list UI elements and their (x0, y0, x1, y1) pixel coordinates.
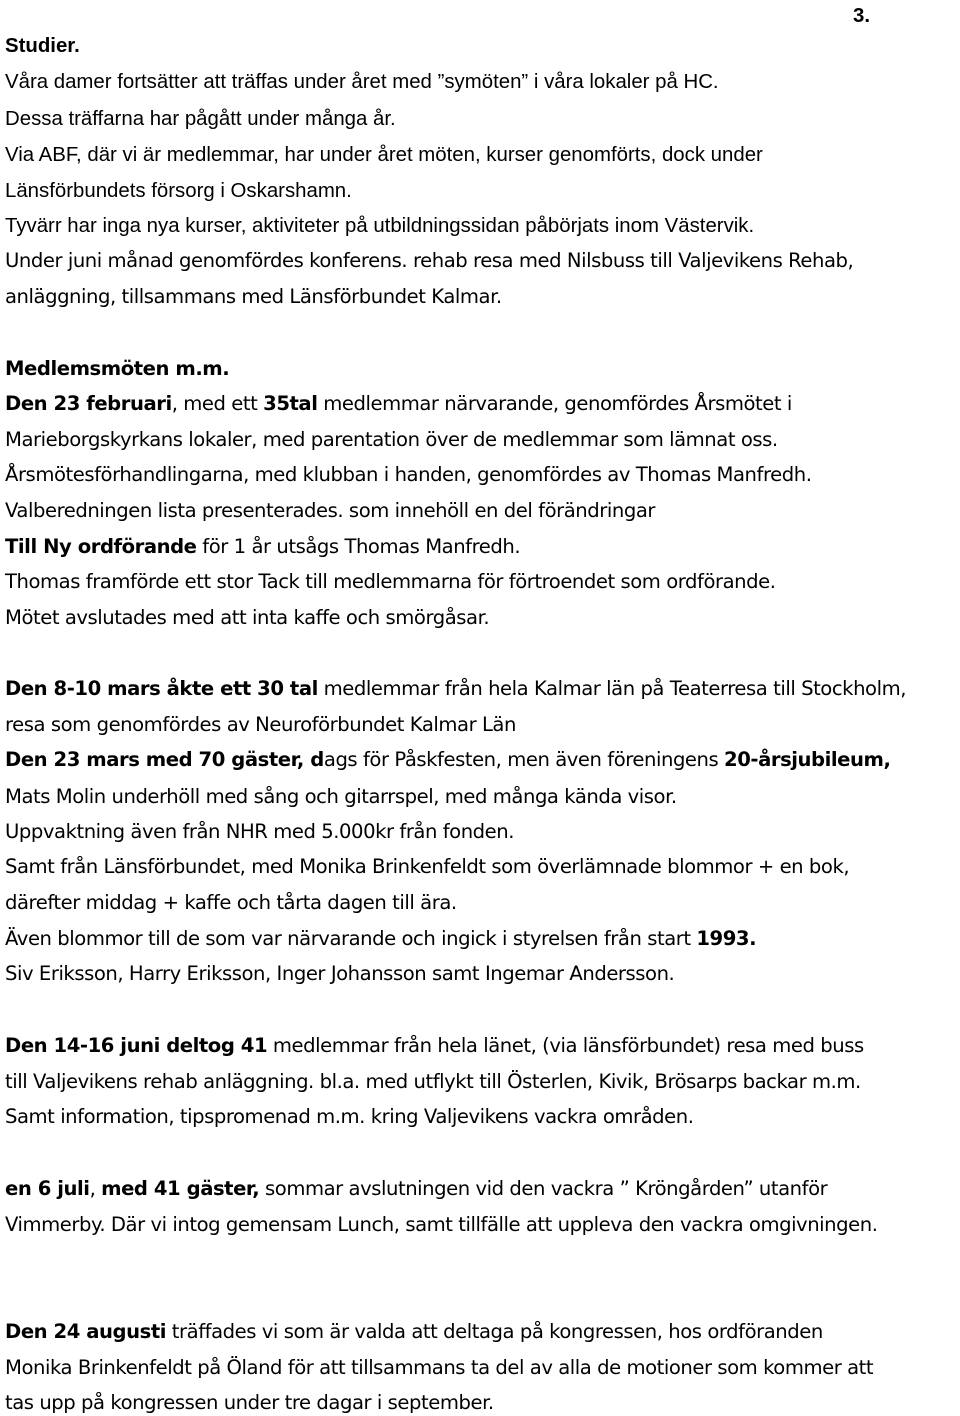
mars-line-4: Mats Molin underhöll med sång och gitarrspel, med många kända visor. (5, 785, 677, 808)
mars-line-3: Den 23 mars med 70 gäster, dags för Påskfesten, men även föreningens 20-årsjubileum, (5, 748, 891, 771)
medlem-line-5: Till Ny ordförande för 1 år utsågs Thomas Manfredh. (5, 535, 521, 558)
medlem-line-2: Marieborgskyrkans lokaler, med parentation över de medlemmar som lämnat oss. (5, 428, 778, 451)
mars-line-7: därefter middag + kaffe och tårta dagen till ära. (5, 891, 457, 914)
studier-line-3: Via ABF, där vi är medlemmar, har under året möten, kurser genomförts, dock under (5, 144, 763, 166)
augusti-line-3: tas upp på kongressen under tre dagar i september. (5, 1391, 494, 1414)
medlem-line-7: Mötet avslutades med att inta kaffe och smörgåsar. (5, 606, 490, 629)
medlem-line-1: Den 23 februari, med ett 35tal medlemmar närvarande, genomfördes Årsmötet i (5, 392, 792, 415)
page-number: 3. (853, 5, 871, 27)
mars-line-2: resa som genomfördes av Neuroförbundet Kalmar Län (5, 713, 516, 736)
medlem-line-3: Årsmötesförhandlingarna, med klubban i handen, genomfördes av Thomas Manfredh. (5, 463, 812, 486)
section-heading-studier: Studier. (5, 35, 80, 57)
medlem-line-6: Thomas framförde ett stor Tack till medlemmarna för förtroendet som ordförande. (5, 570, 776, 593)
studier-line-5: Tyvärr har inga nya kurser, aktiviteter på utbildningssidan påbörjats inom Västervik. (5, 215, 755, 237)
mars-line-9: Siv Eriksson, Harry Eriksson, Inger Johansson samt Ingemar Andersson. (5, 962, 675, 985)
mars-line-1: Den 8-10 mars åkte ett 30 tal medlemmar från hela Kalmar län på Teaterresa till Stockholm, (5, 677, 906, 700)
juni-line-1: Den 14-16 juni deltog 41 medlemmar från hela länet, (via länsförbundet) resa med buss (5, 1034, 864, 1057)
studier-line-7: anläggning, tillsammans med Länsförbundet Kalmar. (5, 285, 502, 308)
augusti-line-2: Monika Brinkenfeldt på Öland för att tillsammans ta del av alla de motioner som kommer att (5, 1356, 874, 1379)
juli-line-1: en 6 juli, med 41 gäster, sommar avslutningen vid den vackra ” Kröngården” utanför (5, 1177, 828, 1200)
section-heading-medlemsmoten: Medlemsmöten m.m. (5, 357, 230, 380)
mars-line-8: Även blommor till de som var närvarande och ingick i styrelsen från start 1993. (5, 927, 757, 950)
studier-line-6: Under juni månad genomfördes konferens. rehab resa med Nilsbuss till Valjevikens Rehab, (5, 249, 854, 272)
augusti-line-1: Den 24 augusti träffades vi som är valda att deltaga på kongressen, hos ordföranden (5, 1320, 823, 1343)
juni-line-2: till Valjevikens rehab anläggning. bl.a. med utflykt till Österlen, Kivik, Brösarps backar m.m. (5, 1070, 861, 1093)
studier-line-2: Dessa träffarna har pågått under många år. (5, 108, 396, 130)
juli-line-2: Vimmerby. Där vi intog gemensam Lunch, samt tillfälle att uppleva den vackra omgivningen. (5, 1213, 878, 1236)
mars-line-5: Uppvaktning även från NHR med 5.000kr från fonden. (5, 820, 515, 843)
studier-line-1: Våra damer fortsätter att träffas under året med ”symöten” i våra lokaler på HC. (5, 71, 719, 93)
juni-line-3: Samt information, tipspromenad m.m. kring Valjevikens vackra områden. (5, 1105, 694, 1128)
medlem-line-4: Valberedningen lista presenterades. som innehöll en del förändringar (5, 499, 655, 522)
studier-line-4: Länsförbundets försorg i Oskarshamn. (5, 180, 352, 202)
mars-line-6: Samt från Länsförbundet, med Monika Brinkenfeldt som överlämnade blommor + en bok, (5, 855, 850, 878)
